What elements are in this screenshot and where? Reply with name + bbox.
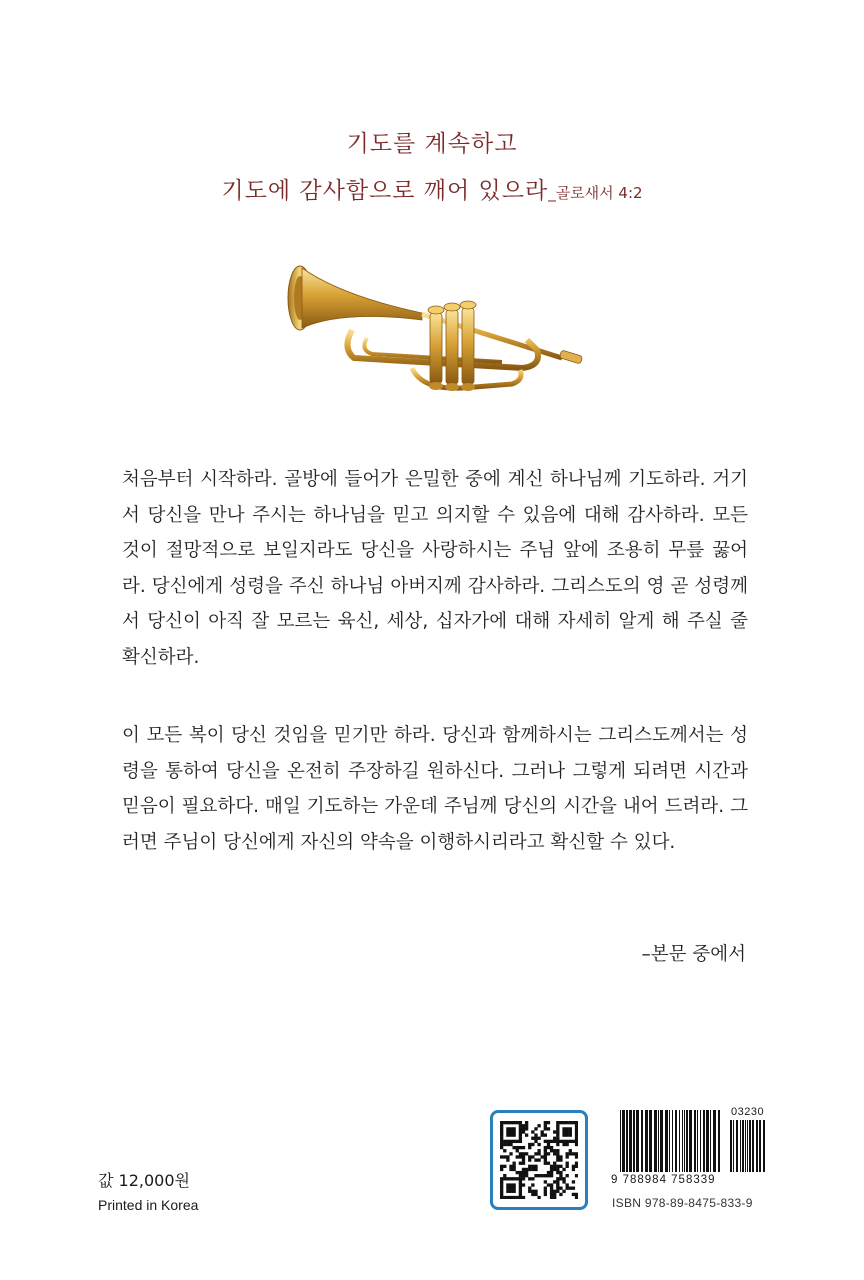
body-paragraph-1: 처음부터 시작하라. 골방에 들어가 은밀한 중에 계신 하나님께 기도하라. 거기서 당신을 만나 주시는 하나님을 믿고 의지할 수 있음에 대해 감사하라. 모든 것이 절망적으로 보일지라도 당신을 사랑하시는 주님 앞에 조용히 무릎 꿇어라. 당신에게 성령을 주신 하나님 아버지께 감사하라. 그리스도의 영 곧 성령께서 당신이 아직 잘 모르는 육신, 세상, 십자가에 대해 자세히 알게 해 주실 줄 확신하라. bbox=[122, 469, 748, 668]
isbn-label: ISBN 978-89-8475-833-9 bbox=[612, 1196, 753, 1210]
verse-line-2-text: 기도에 감사함으로 깨어 있으라 bbox=[221, 178, 549, 204]
barcode-addon-number: 03230 bbox=[731, 1106, 765, 1118]
verse-line-1: 기도를 계속하고 bbox=[346, 131, 518, 157]
qr-code-icon bbox=[500, 1121, 578, 1199]
body-paragraph-2: 이 모든 복이 당신 것임을 믿기만 하라. 당신과 함께하시는 그리스도께서는 성령을 통하여 당신을 온전히 주장하길 원하신다. 그러나 그렇게 되려면 시간과 믿음이 필요하다. 매일 기도하는 가운데 주님께 당신의 시간을 내어 드려라. 그러면 주님이 당신에게 자신의 약속을 이행하시리라고 확신할 수 있다. bbox=[122, 725, 748, 853]
verse-reference: _골로새서 4:2 bbox=[548, 184, 643, 202]
source-attribution: –본문 중에서 bbox=[641, 944, 746, 965]
price-label: 값 12,000원 bbox=[98, 1171, 190, 1190]
trumpet-icon bbox=[272, 258, 592, 408]
printed-in-label: Printed in Korea bbox=[98, 1197, 199, 1213]
verse-line-2 bbox=[0, 172, 864, 205]
barcode-number: 9 788984 758339 bbox=[611, 1174, 716, 1186]
qr-code-frame[interactable] bbox=[490, 1110, 588, 1210]
